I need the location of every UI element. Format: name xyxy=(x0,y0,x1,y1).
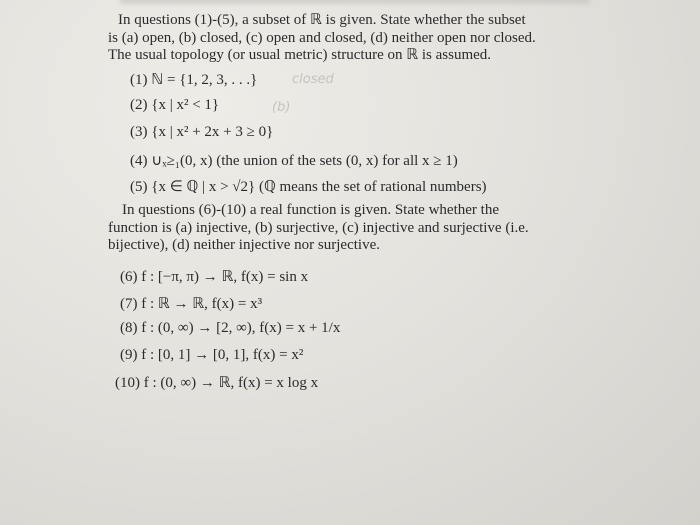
pencil-note-q2: (b) xyxy=(272,100,291,115)
sets-instructions-line-2: is (a) open, (b) closed, (c) open and closed, (d) neither open nor closed. xyxy=(108,29,536,46)
page-edge-shadow xyxy=(120,0,590,4)
question-6: (6) f : [−π, π) → ℝ, f(x) = sin x xyxy=(120,269,309,285)
pencil-note-q1: closed xyxy=(292,72,334,87)
question-1: (1) ℕ = {1, 2, 3, . . .} xyxy=(130,72,258,88)
question-10: (10) f : (0, ∞) → ℝ, f(x) = x log x xyxy=(115,375,319,391)
sets-instructions-line-1: In questions (1)-(5), a subset of ℝ is given. State whether the subset xyxy=(118,12,526,28)
functions-instructions xyxy=(108,202,598,255)
question-9: (9) f : [0, 1] → [0, 1], f(x) = x² xyxy=(120,347,304,363)
functions-instructions-line-1: In questions (6)-(10) a real function is given. State whether the xyxy=(122,202,499,218)
question-2: (2) {x | x² < 1} xyxy=(130,97,220,113)
sets-instructions-line-3: The usual topology (or usual metric) structure on ℝ is assumed. xyxy=(108,47,492,63)
question-4: (4) ∪ₓ≥₁(0, x) (the union of the sets (0, x) for all x ≥ 1) xyxy=(130,153,458,169)
sets-instructions xyxy=(108,12,588,65)
functions-instructions-line-3: bijective), (d) neither injective nor surjective. xyxy=(108,237,380,253)
question-7: (7) f : ℝ → ℝ, f(x) = x³ xyxy=(120,296,263,312)
question-3: (3) {x | x² + 2x + 3 ≥ 0} xyxy=(130,124,274,140)
functions-instructions-line-2: function is (a) injective, (b) surjective, (c) injective and surjective (i.e. xyxy=(108,219,529,236)
question-5: (5) {x ∈ ℚ | x > √2} (ℚ means the set of rational numbers) xyxy=(130,179,487,195)
question-8: (8) f : (0, ∞) → [2, ∞), f(x) = x + 1/x xyxy=(120,320,341,336)
